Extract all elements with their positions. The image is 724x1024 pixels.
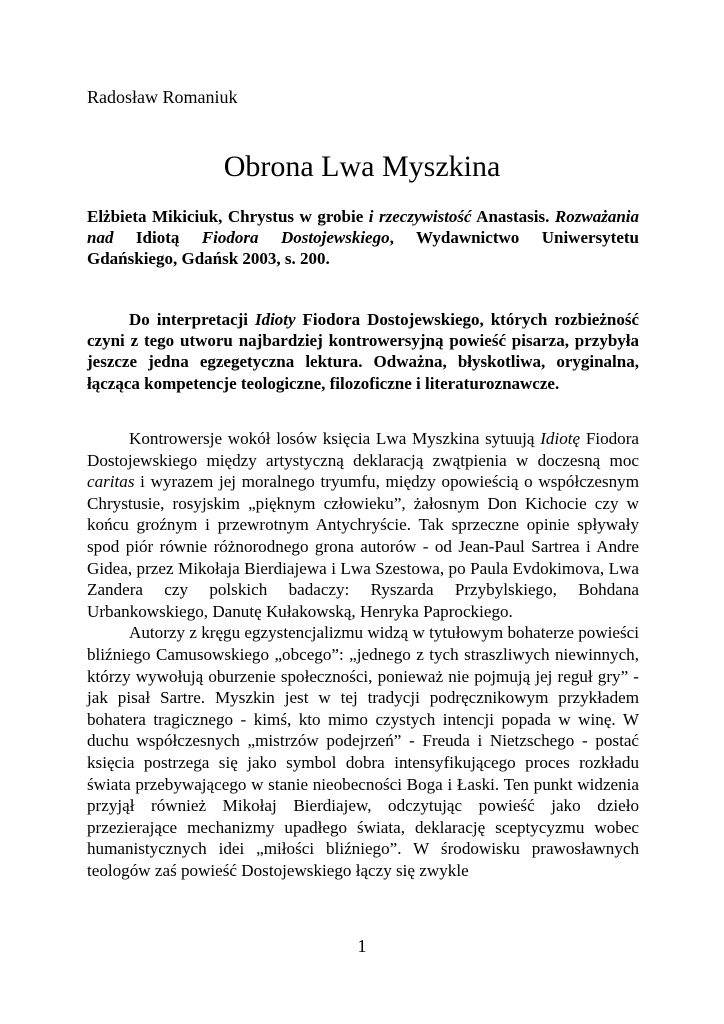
author-name: Radosław Romaniuk xyxy=(87,87,238,107)
bibliography-text: Idiotą xyxy=(113,228,202,247)
bibliography-note xyxy=(87,206,639,269)
body-paragraph: Autorzy z kręgu egzystencjalizmu widzą w tytułowym bohaterze powieści bliźniego Camusowskiego „obcego”: „jednego z tych straszliwych niewinnych, którzy wywołują oburzenie społeczności, ponieważ nie pojmują jej reguł gry” - jak pisał Sartre. Myszkin jest w tej tradycji podręcznikowym przykładem bohatera tragicznego - kimś, kto mimo czystych intencji popada w winę. W duchu współczesnych „mistrzów podejrzeń” - Freuda i Nietzschego - postać księcia postrzega się jako symbol dobra intensyfikującego proces rozkładu świata przebywającego w stanie nieobecności Boga i Łaski. Ten punkt widzenia przyjął również Mikołaj Bierdiajew, odczytując powieść jako dzieło przezierające mechanizmy upadłego świata, deklarację sceptycyzmu wobec humanistycznych idei „miłości bliźniego”. W środowisku prawosławnych teologów zaś powieść Dostojewskiego łączy się zwykle xyxy=(87,623,639,880)
lead-italic-text: Idioty xyxy=(254,310,296,329)
bibliography-italic-text: i rzeczywistość xyxy=(368,207,472,226)
lead-paragraph xyxy=(87,309,639,394)
lead-text: Do interpretacji xyxy=(129,310,255,329)
paragraph-italic-text: Idiotę xyxy=(540,429,581,448)
paragraph-italic-text: caritas xyxy=(87,472,135,492)
page-number: 1 xyxy=(357,936,367,956)
bibliography-text: , Wydawnictwo Uniwersytetu Gdańskiego, Gdańsk 2003, s. 200. xyxy=(87,228,639,268)
article-title: Obrona Lwa Myszkina xyxy=(223,150,501,183)
paragraph-text: i wyrazem jej moralnego tryumfu, między opowieścią o współczesnym Chrystusie, rosyjskim „pięknym człowieku”, żałosnym Don Kichocie czy w końcu groźnym i przewrotnym Antychryście. Tak sprzeczne opinie spływały spod piór równie różnorodnego grona autorów - od Jean-Paul Sartrea i Andre Gidea, przez Mikołaja Bierdiajewa i Lwa Szestowa, po Paula Evdokimova, Lwa Zandera czy polskich badaczy: Ryszarda Przybylskiego, Bohdana Urbankowskiego, Danutę Kułakowską, Henryka Paprockiego. xyxy=(87,472,639,621)
body-paragraph xyxy=(87,428,639,622)
paragraph-text: Kontrowersje wokół losów księcia Lwa Myszkina sytuują xyxy=(129,429,541,448)
lead-text: Fiodora Dostojewskiego, których rozbieżność czyni z tego utworu najbardziej kontrowersyjną powieść pisarza, przybyła jeszcze jedna egzegetyczna lektura. Odważna, błyskotliwa, oryginalna, łącząca kompetencje teologiczne, filozoficzne i literaturoznawcze. xyxy=(87,310,639,393)
body-text xyxy=(87,428,639,881)
paragraph-text: Fiodora Dostojewskiego między artystyczną deklaracją zwątpienia w doczesną moc xyxy=(87,429,639,470)
bibliography-italic-text: Fiodora Dostojewskiego xyxy=(201,228,390,247)
bibliography-italic-text: Rozważania nad xyxy=(87,207,639,247)
bibliography-text: Anastasis. xyxy=(471,207,555,226)
bibliography-text: Elżbieta Mikiciuk, Chrystus w grobie xyxy=(87,207,369,226)
